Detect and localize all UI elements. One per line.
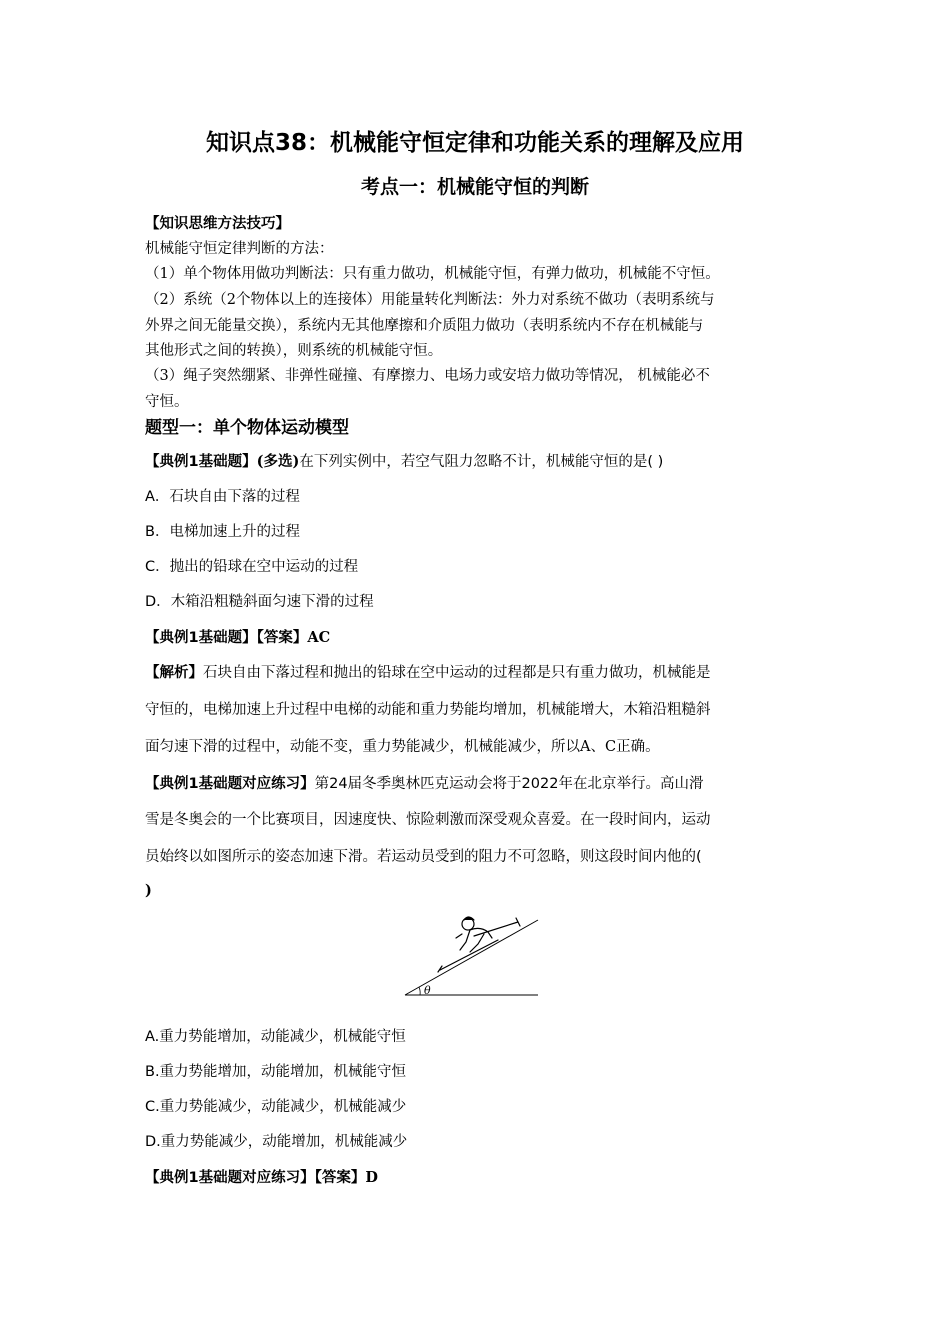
knowledge-intro: 机械能守恒定律判断的方法： — [145, 241, 334, 257]
knowledge-point-2-line-1: （2）系统（2个物体以上的连接体）用能量转化判断法：外力对系统不做功（表明系统与 — [145, 292, 715, 308]
knowledge-point-2-line-2: 外界之间无能量交换），系统内无其他摩擦和介质阻力做功（表明系统内不存在机械能与 — [145, 318, 704, 334]
practice-answer — [145, 1166, 810, 1187]
example1-answer-tag: 【典例1基础题】【答案】 — [145, 630, 308, 646]
practice-question-line-3: 员始终以如图所示的姿态加速下滑。若运动员受到的阻力不可忽略，则这段时间内他的( — [145, 849, 702, 865]
practice-tag: 【典例1基础题对应练习】 — [145, 776, 315, 792]
example1-question-text: 在下列实例中，若空气阻力忽略不计，机械能守恒的是( ) — [299, 454, 664, 470]
practice-question-line-2: 雪是冬奥会的一个比赛项目，因速度快、惊险刺激而深受观众喜爱。在一段时间内，运动 — [145, 812, 711, 828]
practice-option-a: A.重力势能增加，动能减少，机械能守恒 — [145, 1029, 406, 1045]
knowledge-point-2-line-3: 其他形式之间的转换），则系统的机械能守恒。 — [145, 343, 443, 359]
practice-option-d: D.重力势能减少，动能增加，机械能减少 — [145, 1134, 408, 1150]
section-subtitle: 考点一：机械能守恒的判断 — [360, 176, 589, 198]
angle-theta-label: θ — [424, 984, 431, 997]
practice-answer-value: D — [365, 1169, 378, 1186]
page-title: 知识点38：机械能守恒定律和功能关系的理解及应用 — [205, 130, 744, 156]
practice-option-c: C.重力势能减少，动能减少，机械能减少 — [145, 1099, 407, 1115]
knowledge-heading: 【知识思维方法技巧】 — [145, 216, 290, 232]
practice-question-text: 第24届冬季奥林匹克运动会将于2022年在北京举行。高山滑 — [314, 776, 704, 792]
example1-multi-tag: (多选) — [256, 453, 300, 470]
knowledge-point-3-line-2: 守恒。 — [145, 394, 189, 410]
example1-option-c: C．抛出的铅球在空中运动的过程 — [145, 559, 359, 575]
practice-answer-tag: 【典例1基础题对应练习】【答案】 — [145, 1170, 366, 1186]
example1-answer — [145, 626, 810, 647]
knowledge-point-1: （1）单个物体用做功判断法：只有重力做功，机械能守恒，有弹力做功，机械能不守恒。 — [145, 266, 720, 282]
skier-icon — [438, 917, 520, 972]
type-heading: 题型一：单个物体运动模型 — [145, 418, 349, 438]
skier-on-slope-figure — [400, 908, 545, 1000]
knowledge-point-3-line-1: （3）绳子突然绷紧、非弹性碰撞、有摩擦力、电场力或安培力做功等情况， 机械能必不 — [145, 368, 710, 384]
example1-option-b: B．电梯加速上升的过程 — [145, 524, 300, 540]
analysis-text: 石块自由下落过程和抛出的铅球在空中运动的过程都是只有重力做功，机械能是 — [203, 665, 711, 681]
example1-option-d: D．木箱沿粗糙斜面匀速下滑的过程 — [145, 594, 374, 610]
example1-answer-value: AC — [307, 629, 331, 646]
example1-tag: 【典例1基础题】 — [145, 454, 257, 470]
practice-question-line-4: ) — [145, 882, 152, 899]
example1-question — [145, 450, 810, 471]
example1-analysis-line-1 — [145, 661, 810, 682]
practice-question-line-1 — [145, 772, 810, 793]
example1-analysis-line-3: 面匀速下滑的过程中，动能不变，重力势能减少，机械能减少，所以A、C正确。 — [145, 739, 660, 755]
example1-analysis-line-2: 守恒的，电梯加速上升过程中电梯的动能和重力势能均增加，机械能增大，木箱沿粗糙斜 — [145, 702, 711, 718]
analysis-tag: 【解析】 — [145, 665, 203, 681]
example1-option-a: A．石块自由下落的过程 — [145, 489, 300, 505]
practice-option-b: B.重力势能增加，动能增加，机械能守恒 — [145, 1064, 407, 1080]
